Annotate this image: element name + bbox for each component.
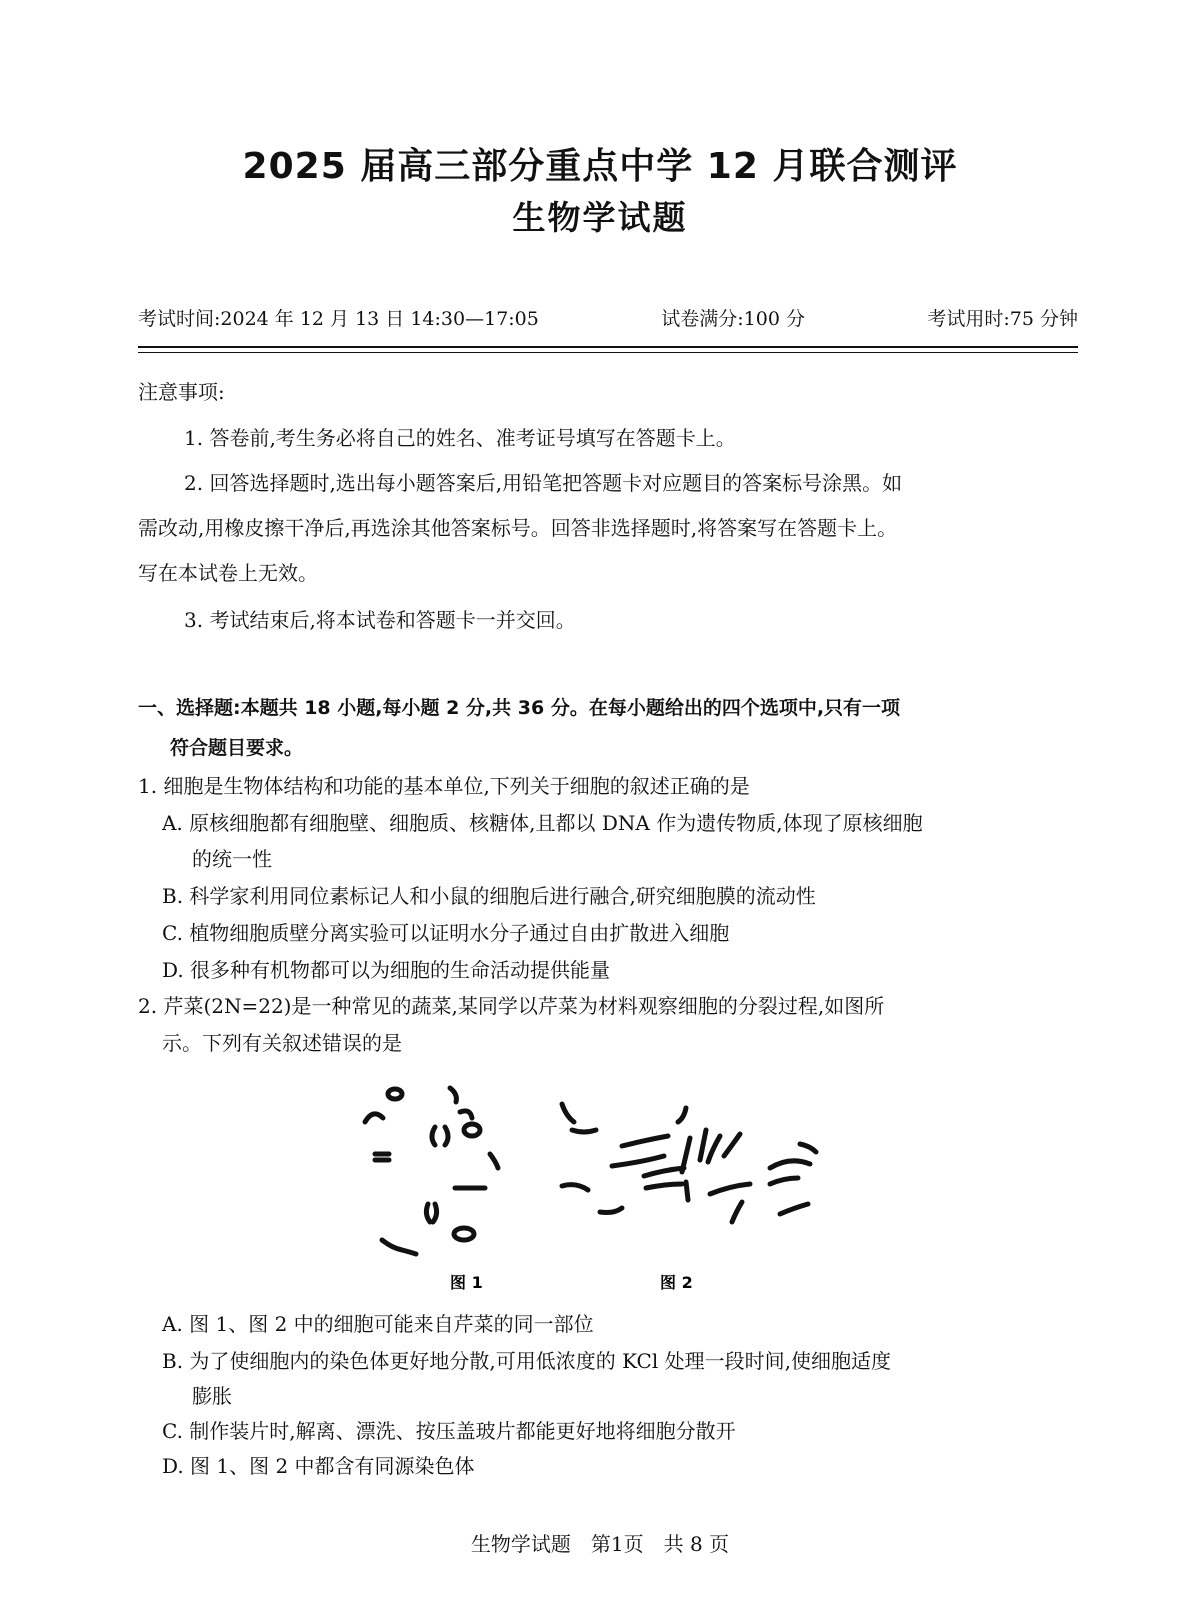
section-heading-cont: 符合题目要求。 <box>170 737 304 759</box>
question-2-stem-cont: 示。下列有关叙述错误的是 <box>162 1031 402 1055</box>
notice-item: 3. 考试结束后,将本试卷和答题卡一并交回。 <box>184 608 576 632</box>
question-2-option-c: C. 制作装片时,解离、漂洗、按压盖玻片都能更好地将细胞分散开 <box>162 1419 736 1443</box>
figure-1-chromosomes <box>365 1088 498 1254</box>
chromosome-figure <box>350 1082 870 1302</box>
divider-thin <box>138 352 1078 353</box>
question-2-option-a: A. 图 1、图 2 中的细胞可能来自芹菜的同一部位 <box>162 1312 594 1336</box>
question-2-option-b: B. 为了使细胞内的染色体更好地分散,可用低浓度的 KCl 处理一段时间,使细胞适度 <box>162 1349 891 1373</box>
figure-1-caption: 图 1 <box>450 1273 483 1292</box>
notice-item: 需改动,用橡皮擦干净后,再选涂其他答案标号。回答非选择题时,将答案写在答题卡上。 <box>138 516 898 540</box>
divider-thick <box>138 346 1078 348</box>
question-2-option-b-cont: 膨胀 <box>192 1384 232 1408</box>
question-2-option-d: D. 图 1、图 2 中都含有同源染色体 <box>162 1454 475 1478</box>
question-1-option-b: B. 科学家利用同位素标记人和小鼠的细胞后进行融合,研究细胞膜的流动性 <box>162 884 816 908</box>
question-1-option-d: D. 很多种有机物都可以为细胞的生命活动提供能量 <box>162 958 611 982</box>
subject-title: 生物学试题 <box>512 198 688 237</box>
figure-2-caption: 图 2 <box>660 1273 693 1292</box>
question-1-option-a: A. 原核细胞都有细胞壁、细胞质、核糖体,且都以 DNA 作为遗传物质,体现了原核细胞 <box>162 811 923 835</box>
exam-time: 考试时间:2024 年 12 月 13 日 14:30—17:05 <box>138 308 539 330</box>
exam-title: 2025 届高三部分重点中学 12 月联合测评 <box>242 146 958 187</box>
question-1-stem: 1. 细胞是生物体结构和功能的基本单位,下列关于细胞的叙述正确的是 <box>138 774 750 798</box>
page-footer: 生物学试题 第1页 共 8 页 <box>470 1532 730 1556</box>
question-1-option-c: C. 植物细胞质壁分离实验可以证明水分子通过自由扩散进入细胞 <box>162 921 730 945</box>
full-score: 试卷满分:100 分 <box>661 308 805 330</box>
figure-2-chromosomes <box>562 1104 816 1222</box>
question-1-option-a-cont: 的统一性 <box>192 847 272 871</box>
notice-item: 写在本试卷上无效。 <box>138 561 318 585</box>
notice-item: 1. 答卷前,考生务必将自己的姓名、准考证号填写在答题卡上。 <box>184 426 736 450</box>
section-heading: 一、选择题:本题共 18 小题,每小题 2 分,共 36 分。在每小题给出的四个选项中,只有一项 <box>138 697 901 719</box>
notice-item: 2. 回答选择题时,选出每小题答案后,用铅笔把答题卡对应题目的答案标号涂黑。如 <box>184 471 903 495</box>
notice-heading: 注意事项: <box>138 380 225 404</box>
exam-info-bar <box>138 304 1078 331</box>
exam-duration: 考试用时:75 分钟 <box>927 308 1078 330</box>
question-2-stem: 2. 芹菜(2N=22)是一种常见的蔬菜,某同学以芹菜为材料观察细胞的分裂过程,如图所 <box>138 994 885 1018</box>
